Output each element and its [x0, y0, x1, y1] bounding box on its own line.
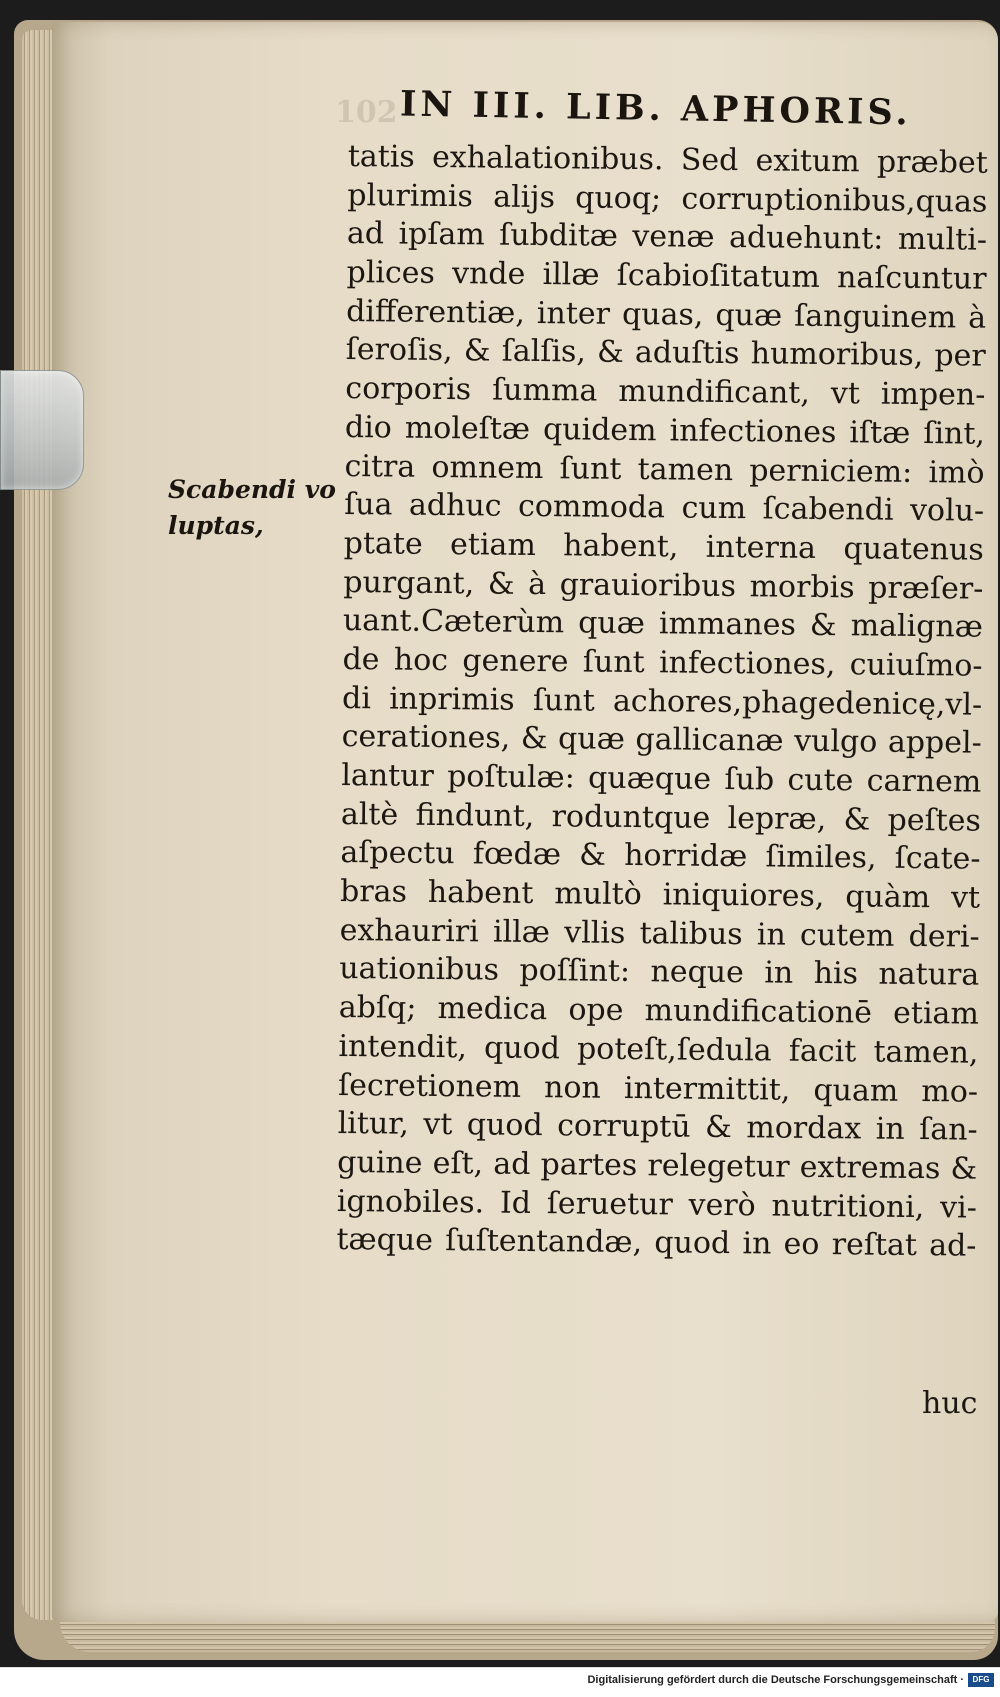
text-line [336, 1221, 976, 1266]
text-line-content: corporis ſumma mundificant, vt impen- [345, 371, 986, 413]
text-line-content: plices vnde illæ ſcabioſitatum naſcuntur [346, 255, 987, 297]
text-line-content: di inprimis ſunt achores,phagedenicę,vl- [341, 680, 983, 723]
text-line-content: ignobiles. Id ſeruetur verò nutritioni, vi- [336, 1183, 978, 1226]
text-line [338, 1066, 978, 1111]
text-line [337, 1144, 977, 1189]
text-line [341, 757, 981, 802]
text-line [337, 1105, 977, 1150]
page-number-bleedthrough: 102 [335, 95, 398, 130]
text-line-content: tæque ſuſtentandæ, quod in eo reſtat ad- [336, 1222, 977, 1264]
text-line-content: altè findunt, roduntque lepræ, & peſtes [340, 796, 982, 839]
text-line [345, 370, 985, 415]
text-line-content: de hoc genere ſunt infectiones, cuiuſmo- [342, 641, 983, 684]
text-line-content: guine eſt, ad partes relegetur extremas & [337, 1144, 978, 1187]
text-line-content: litur, vt quod corruptū & mordax in ſan- [337, 1106, 978, 1148]
bookmark-tab [0, 370, 84, 490]
catchword: huc [922, 1386, 978, 1421]
text-line [343, 602, 983, 647]
text-line-content: uant.Cæterùm quæ immanes & malignæ [342, 603, 984, 645]
text-line [343, 564, 983, 609]
text-line-content: ad ipſam ſubditæ venæ aduehunt: multi- [346, 216, 988, 259]
text-line [339, 989, 979, 1034]
text-line-content: differentiæ, inter quas, quæ ſanguinem à [346, 293, 987, 336]
text-line-content: lantur poſtulæ: quæque ſub cute carnem [341, 757, 982, 800]
text-line [338, 1028, 978, 1073]
text-line [344, 447, 984, 492]
text-line-content: plurimis alijs quoq; corruptionibus,quas [347, 177, 988, 220]
text-line-content: intendit, quod poteſt,ſedula facit tamen, [338, 1028, 979, 1071]
text-line-content: bras habent multò iniquiores, quàm vt [339, 874, 981, 916]
text-line-content: purgant, & à grauioribus morbis præſer- [343, 564, 984, 607]
text-line [340, 834, 980, 879]
text-line [344, 486, 984, 531]
text-line [339, 950, 979, 995]
text-line [340, 873, 980, 918]
text-line [347, 215, 987, 260]
text-line-content: ptate etiam habent, interna quatenus [343, 525, 984, 568]
text-line-content: citra omnem ſunt tamen perniciem: imò [344, 448, 985, 491]
margin-note [168, 472, 348, 544]
text-line [346, 293, 986, 338]
text-line [339, 912, 979, 957]
text-line [344, 525, 984, 570]
running-head: IN III. LIB. APHORIS. [399, 83, 913, 134]
text-line [347, 177, 987, 222]
text-line-content: tatis exhalationibus. Sed exitum præbet [347, 138, 988, 181]
margin-note-line: Scabendi vo [168, 475, 336, 504]
text-line [342, 641, 982, 686]
text-line [345, 409, 985, 454]
text-line-content: aſpectu fœdæ & horridæ ſimiles, ſcate- [340, 835, 981, 878]
text-line-content: ſecretionem non intermittit, quam mo- [337, 1067, 979, 1110]
footer-credit: Digitalisierung gefördert durch die Deutsche Forschungsgemeinschaft · [587, 1674, 964, 1686]
text-line-content: cerationes, & quæ gallicanæ vulgo appel- [341, 719, 982, 761]
text-line [342, 680, 982, 725]
text-line-content: ſeroſis, & ſalſis, & aduſtis humoribus, per [345, 332, 986, 375]
text-line [346, 331, 986, 376]
text-line [337, 1183, 977, 1228]
text-line-content: dio moleſtæ quidem infectiones iſtæ ſint, [344, 409, 986, 452]
text-line-content: exhauriri illæ vllis talibus in cutem deri- [339, 912, 980, 955]
text-line [348, 138, 988, 183]
text-line [346, 254, 986, 299]
text-line-content: abſq; medica ope mundificationē etiam [338, 990, 980, 1032]
text-line-content: uationibus poſſint: neque in his natura [339, 951, 980, 994]
dfg-logo-icon: DFG [968, 1673, 994, 1687]
text-line-content: ſua adhuc commoda cum ſcabendi volu- [343, 487, 985, 529]
margin-note-line: luptas, [168, 511, 264, 540]
text-line [341, 796, 981, 841]
text-line [342, 718, 982, 763]
digitization-footer [0, 1667, 1000, 1697]
body-text [336, 138, 988, 1267]
